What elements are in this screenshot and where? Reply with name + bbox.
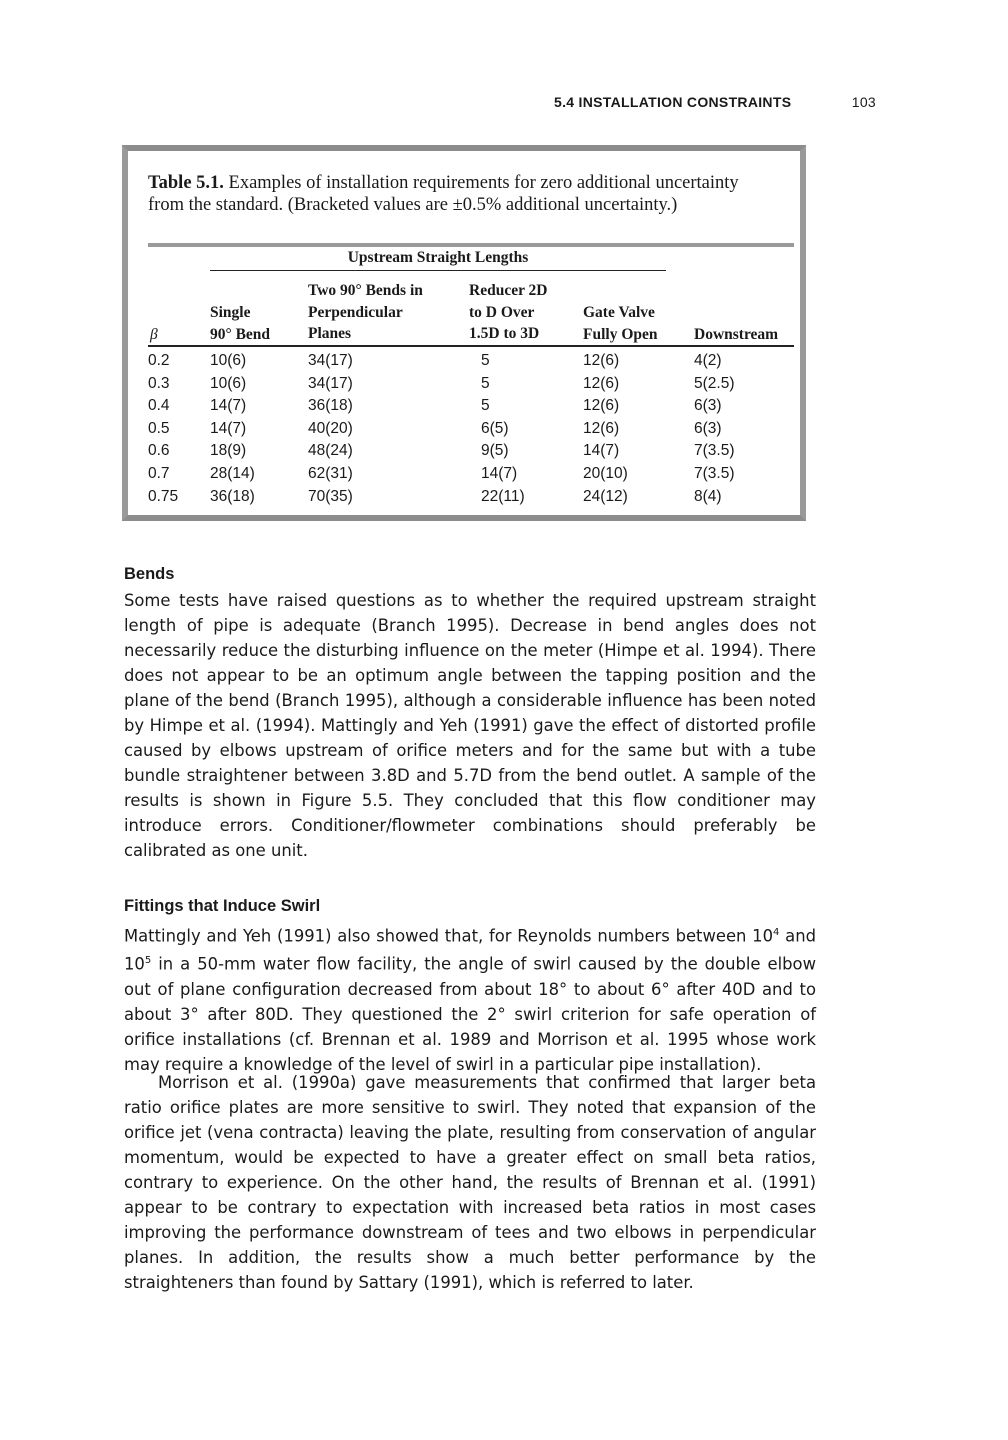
bends-paragraph: Some tests have raised questions as to whether the required upstream straight length of pipe is adequate (Branch 1995). Decrease in bend angles does not necessarily reduce the disturbing influence on the meter (Himpe et al. 1994). There does not appear to be an optimum angle between the tapping position and the plane of the bend (Branch 1995), although a considerable influence has been noted by Himpe et al. (1994). Mattingly and Yeh (1991) gave the effect of distorted profile caused by elbows upstream of orifice meters and for the same but with a tube bundle straightener between 3.8D and 5.7D from the bend outlet. A sample of the results is shown in Figure 5.5. They concluded that this flow conditioner may introduce errors. Conditioner/flowmeter combinations should preferably be calibrated as one unit. [124,591,816,860]
cell-reducer: 9(5) [481,442,509,460]
table-caption-label: Table 5.1. [148,173,224,193]
header-downstream: Downstream [694,326,779,343]
cell-single-bend: 14(7) [210,419,247,437]
header-rule [148,345,794,347]
cell-downstream: 8(4) [694,487,722,505]
header-single-line1: Single [210,304,251,321]
table-5-1 [122,145,806,521]
header-two-line3: Planes [308,325,352,342]
cell-beta: 0.75 [148,487,179,505]
cell-reducer: 5 [481,352,490,369]
header-two-line2: Perpendicular [308,303,403,321]
header-two-line1: Two 90° Bends in [308,282,423,299]
cell-single-bend: 18(9) [210,442,247,460]
table-row [128,397,808,420]
cell-beta: 0.6 [148,442,170,460]
cell-single-bend: 14(7) [210,397,247,415]
cell-gate-valve: 12(6) [583,374,620,392]
cell-downstream: 6(3) [694,397,722,415]
cell-beta: 0.4 [148,397,170,415]
table-row [128,352,808,375]
cell-beta: 0.3 [148,374,170,392]
header-reducer-line2: to D Over [469,303,535,321]
cell-downstream: 5(2.5) [694,374,735,392]
cell-gate-valve: 14(7) [583,442,620,460]
cell-single-bend: 28(14) [210,465,255,482]
swirl-p1-text-a: Mattingly and Yeh (1991) also showed that, for Reynolds numbers between 10 [124,926,774,946]
section-title: 5.4 INSTALLATION CONSTRAINTS [554,94,792,110]
cell-beta: 0.2 [148,352,170,369]
table-caption-text: Examples of installation requirements for zero additional uncertainty from the standard. (Bracketed values are ±0.5% additional uncertainty.) [148,173,739,215]
header-two-bends [308,280,423,345]
cell-gate-valve: 24(12) [583,487,628,505]
cell-reducer: 5 [481,397,490,415]
table-row [128,442,808,465]
superscript-exponent: 5 [144,955,152,967]
header-reducer-line1: Reducer 2D [469,282,548,299]
swirl-p1-text-c: in a 50-mm water flow facility, the angle of swirl caused by the double elbow out of plane configuration decreased from about 18° to about 6° after 40D and to about 3° after 80D. They questioned the 2° swirl criterion for safe operation of orifice installations (cf. Brennan et al. 1989 and Morrison et al. 1995 whose work may require a knowledge of the level of swirl in a particular pipe installation). [124,954,816,1074]
cell-beta: 0.5 [148,419,170,437]
cell-single-bend: 10(6) [210,374,247,392]
header-gate-valve [583,302,658,345]
cell-single-bend: 10(6) [210,352,247,369]
table-caption [148,173,758,216]
cell-gate-valve: 12(6) [583,352,620,369]
header-single-line2: 90° Bend [210,325,271,343]
cell-reducer: 14(7) [481,465,518,482]
cell-two-bends: 62(31) [308,465,353,482]
superscript-exponent: 4 [773,927,780,938]
cell-gate-valve: 12(6) [583,419,620,437]
cell-gate-valve: 20(10) [583,465,628,482]
running-head [554,94,876,114]
swirl-p1-text-b: and 10 [124,926,816,974]
cell-reducer: 6(5) [481,419,509,437]
header-beta: β [150,326,158,343]
swirl-paragraph-1 [124,920,816,1077]
cell-downstream: 4(2) [694,352,722,369]
cell-two-bends: 36(18) [308,397,353,415]
cell-beta: 0.7 [148,465,170,482]
cell-reducer: 5 [481,374,490,392]
cell-gate-valve: 12(6) [583,397,620,415]
table-row [128,420,808,443]
swirl-paragraph-2: Morrison et al. (1990a) gave measurements that confirmed that larger beta ratio orifice plates are more sensitive to swirl. They noted that expansion of the orifice jet (vena contracta) leaving the plate, resulting from conservation of angular momentum, would be expected to have a greater effect on small beta ratios, contrary to experience. On the other hand, the results of Brennan et al. (1991) appear to be contrary to expectation with increased beta ratios in most cases improving the performance downstream of tees and two elbows in perpendicular planes. In addition, the results show a much better performance by the straighteners than found by Sattary (1991), which is referred to later. [124,1073,816,1292]
table-row [128,488,808,511]
cell-two-bends: 34(17) [308,374,353,392]
table-row [128,375,808,398]
cell-single-bend: 36(18) [210,487,255,505]
cell-two-bends: 48(24) [308,442,353,460]
page-number: 103 [851,94,876,110]
cell-two-bends: 40(20) [308,419,353,437]
header-single [210,302,270,345]
cell-two-bends: 34(17) [308,352,353,369]
cell-downstream: 7(3.5) [694,465,735,482]
header-gate-line1: Gate Valve [583,304,655,321]
cell-two-bends: 70(35) [308,487,353,505]
cell-downstream: 6(3) [694,419,722,437]
table-row [128,465,808,488]
group-header: Upstream Straight Lengths [210,247,666,271]
bends-heading: Bends [124,565,175,583]
header-gate-line2: Fully Open [583,325,658,343]
swirl-heading: Fittings that Induce Swirl [124,897,321,915]
cell-downstream: 7(3.5) [694,442,735,460]
cell-reducer: 22(11) [481,487,525,505]
header-reducer [469,280,548,345]
header-reducer-line3: 1.5D to 3D [469,325,540,342]
